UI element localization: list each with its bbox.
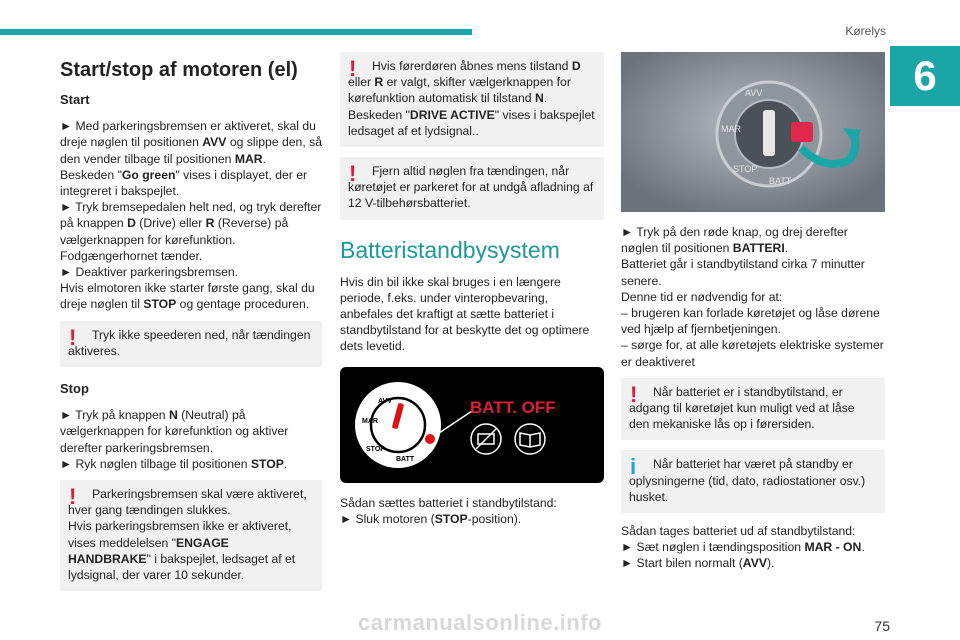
chapter-title: Kørelys bbox=[845, 24, 886, 38]
stop-heading: Stop bbox=[60, 381, 89, 397]
photo-ring-batt: BATT bbox=[769, 176, 792, 186]
c3-paragraph-6: Sådan tages batteriet ud af standbytilstand: bbox=[621, 524, 856, 539]
photo-ring-mar: MAR bbox=[721, 124, 741, 134]
c3-paragraph-5: – sørge for, at alle køretøjets elektriske systemer er deaktiveret bbox=[621, 338, 884, 369]
c3-paragraph-3: Denne tid er nødvendig for at: bbox=[621, 289, 783, 304]
column-3 bbox=[621, 52, 885, 572]
start-heading: Start bbox=[60, 92, 90, 107]
ring-label-avv: AVV bbox=[378, 397, 392, 405]
start-paragraph-1: ► Med parkeringsbremsen er aktiveret, skal du dreje nøglen til positionen AVV og slippe den, så den vender tilbage til positionen MAR. bbox=[60, 119, 322, 166]
battery-icon bbox=[471, 424, 501, 454]
after-paragraph-1: Sådan sættes batteriet i standbytilstand: bbox=[340, 495, 557, 510]
warning-note: ! Tryk ikke speederen ned, når tændingen aktiveres. bbox=[60, 321, 322, 367]
page-number: 75 bbox=[874, 618, 890, 634]
watermark: carmanualsonline.info bbox=[358, 610, 602, 635]
warning-icon: ! bbox=[349, 56, 357, 81]
batt-off-label: BATT. OFF bbox=[470, 397, 556, 417]
warning-icon: ! bbox=[69, 324, 77, 350]
warning-note: ! Parkeringsbremsen skal være aktiveret, hver gang tændingen slukkes. Hvis parkeringsbremsen ikke er aktiveret, vises meddelelsen "ENGAGE HANDBRAKE" i bakspejlet, ledsaget af et lydsignal, der varer 10 sekunder. bbox=[60, 480, 322, 591]
stop-paragraph-2: ► Ryk nøglen tilbage til positionen STOP. bbox=[60, 456, 288, 471]
warning-note: ! Fjern altid nøglen fra tændingen, når køretøjet er parkeret for at undgå afladning af 12 V-tilbehørsbatteriet. bbox=[340, 157, 604, 220]
c3-paragraph-4: – brugeren kan forlade køretøjet og låse dørene ved hjælp af fjernbetjeningen. bbox=[621, 306, 880, 337]
ring-label-mar: MAR bbox=[362, 417, 378, 425]
manual-book-icon bbox=[515, 424, 545, 454]
c3-paragraph-2: Batteriet går i standbytilstand cirka 7 minutter senere. bbox=[621, 257, 865, 288]
start-paragraph-3: ► Tryk bremsepedalen helt ned, og tryk derefter på knappen D (Drive) eller R (Reverse) på vælgerknappen for kørefunktion. bbox=[60, 200, 322, 247]
info-icon: i bbox=[630, 454, 637, 480]
ring-label-batt: BATT bbox=[396, 455, 415, 463]
start-paragraph-2: Beskeden "Go green" vises i displayet, der er integreret i bakspejlet. bbox=[60, 167, 308, 199]
info-note: i Når batteriet har været på standby er oplysningerne (tid, dato, radiostationer osv.) husket. bbox=[621, 450, 885, 513]
ignition-diagram bbox=[340, 367, 568, 483]
section-title: Start/stop af motoren (el) bbox=[60, 59, 298, 81]
start-paragraph-6: Hvis elmotoren ikke starter første gang, skal du dreje nøglen til STOP og gentage proceduren. bbox=[60, 281, 315, 312]
header-accent-bar bbox=[0, 29, 472, 35]
chapter-number-tab: 6 bbox=[890, 46, 960, 106]
red-button bbox=[791, 122, 813, 142]
column-2 bbox=[340, 52, 604, 527]
photo-ring-avv: AVV bbox=[745, 88, 763, 98]
warning-icon: ! bbox=[69, 484, 77, 510]
warning-note: ! Når batteriet er i standbytilstand, er adgang til køretøjet kun muligt ved at låse den mekaniske lås op i førersiden. bbox=[621, 378, 885, 441]
ignition-photo-graphic bbox=[621, 52, 885, 212]
stop-paragraph-1: ► Tryk på knappen N (Neutral) på vælgerknappen for kørefunktion og aktiver derefter parkeringsbremsen. bbox=[60, 408, 289, 455]
start-paragraph-4: Fodgængerhornet tænder. bbox=[60, 248, 203, 263]
c3-paragraph-7: ► Sæt nøglen i tændingsposition MAR - ON. bbox=[621, 540, 865, 555]
intro-paragraph: Hvis din bil ikke skal bruges i en længere periode, f.eks. under vinteropbevaring, anbefales det kraftigt at sætte batteriet i standbytilstand for at beskytte det og optimere dets levetid. bbox=[340, 274, 590, 354]
section-heading: Batteristandbysystem bbox=[340, 236, 560, 263]
after-paragraph-2: ► Sluk motoren (STOP-position). bbox=[340, 511, 522, 526]
photo-ring-stop: STOP bbox=[733, 164, 758, 174]
start-paragraph-5: ► Deaktiver parkeringsbremsen. bbox=[60, 265, 239, 280]
c3-paragraph-1: ► Tryk på den røde knap, og drej derefter nøglen til positionen BATTERI. bbox=[621, 225, 848, 256]
ignition-photo bbox=[621, 52, 885, 212]
c3-paragraph-8: ► Start bilen normalt (AVV). bbox=[621, 556, 775, 571]
ring-label-stop: STOP bbox=[366, 445, 385, 453]
warning-note: ! Hvis førerdøren åbnes mens tilstand D eller R er valgt, skifter vælgerknappen for kørefunktion automatisk til tilstand N. Beskeden "DRIVE ACTIVE" vises i bakspejlet ledsaget af et lydsignal.. bbox=[340, 52, 604, 147]
warning-icon: ! bbox=[630, 381, 638, 407]
warning-icon: ! bbox=[349, 161, 357, 187]
column-1 bbox=[60, 58, 322, 601]
batt-off-illustration bbox=[340, 367, 604, 483]
